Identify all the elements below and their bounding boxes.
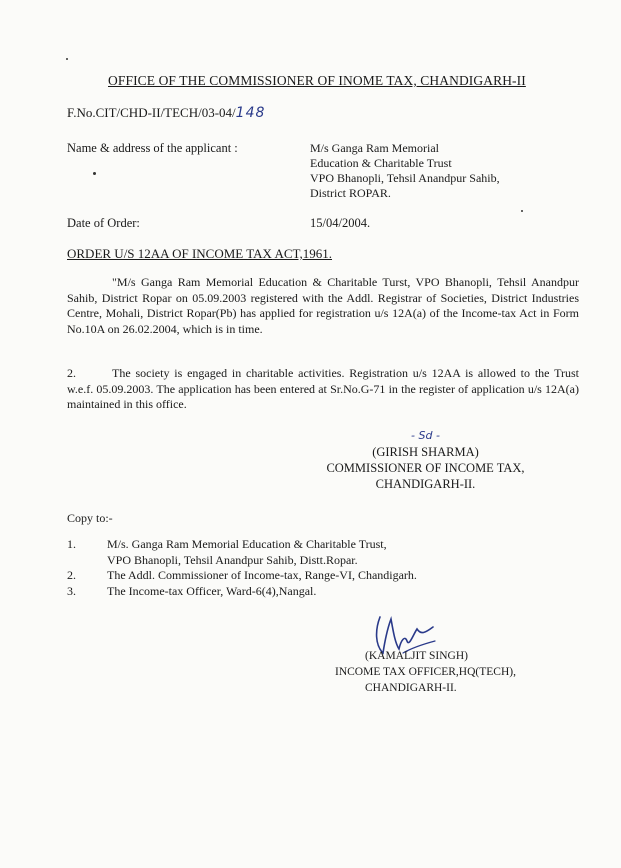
date-of-order-label: Date of Order: — [67, 216, 140, 230]
commissioner-place: CHANDIGARH-II. — [375, 477, 476, 491]
copy-to-list — [67, 537, 417, 599]
list-item-line: VPO Bhanopli, Tehsil Anandpur Sahib, Distt.Ropar. — [107, 552, 358, 567]
sd-mark: - Sd - — [411, 429, 440, 442]
list-item-number: 1. — [67, 537, 76, 551]
copy-to-label: Copy to:- — [67, 511, 113, 525]
order-title: ORDER U/S 12AA OF INCOME TAX ACT,1961. — [67, 246, 333, 261]
paragraph-2-text: The society is engaged in charitable activities. Registration u/s 12AA is allowed to the Trust w.e.f. 05.09.2003. The application has been entered at Sr.No.G-71 in the register of application u/s 12A(a) maintained in this office. — [67, 366, 579, 411]
ink-speck — [66, 58, 68, 60]
officer-signature-block — [335, 648, 516, 696]
paragraph-2-number: 2. — [67, 366, 76, 380]
list-item — [67, 584, 417, 600]
ink-speck — [521, 210, 523, 212]
list-item-number: 3. — [67, 583, 76, 598]
file-number-handwritten: 148 — [235, 105, 266, 121]
address-line: M/s Ganga Ram Memorial — [310, 141, 439, 155]
address-line: VPO Bhanopli, Tehsil Anandpur Sahib, — [310, 171, 500, 185]
office-heading: OFFICE OF THE COMMISSIONER OF INOME TAX, CHANDIGARH-II — [108, 73, 526, 88]
commissioner-signature-block — [318, 428, 533, 492]
ink-speck — [93, 172, 96, 175]
commissioner-designation: COMMISSIONER OF INCOME TAX, — [326, 461, 525, 475]
address-line: District ROPAR. — [310, 186, 391, 200]
commissioner-name: (GIRISH SHARMA) — [372, 445, 479, 459]
file-number — [67, 105, 265, 121]
list-item-number: 2. — [67, 568, 76, 582]
officer-designation: INCOME TAX OFFICER,HQ(TECH), — [335, 666, 516, 678]
paragraph-1: "M/s Ganga Ram Memorial Education & Charitable Turst, VPO Bhanopli, Tehsil Anandpur Sahib, District Ropar on 05.09.2003 registered with the Addl. Registrar of Societies, District Industries Centre, Mohali, District Ropar(Pb) has applied for registration u/s 12A(a) of the Income-tax Act in Form No.10A on 26.02.2004, which is in time. — [67, 275, 579, 336]
list-item-line: The Addl. Commissioner of Income-tax, Range-VI, Chandigarh. — [107, 568, 417, 582]
address-line: Education & Charitable Trust — [310, 156, 452, 170]
applicant-label: Name & address of the applicant : — [67, 141, 238, 155]
paragraph-2 — [67, 366, 579, 413]
list-item — [67, 568, 417, 584]
list-item-line: M/s. Ganga Ram Memorial Education & Charitable Trust, — [107, 537, 387, 551]
date-of-order-value: 15/04/2004. — [310, 216, 371, 230]
officer-name: (KAMALJIT SINGH) — [365, 650, 468, 662]
officer-place: CHANDIGARH-II. — [365, 682, 457, 694]
list-item-line: The Income-tax Officer, Ward-6(4),Nangal. — [107, 583, 317, 598]
file-number-printed: F.No.CIT/CHD-II/TECH/03-04/ — [67, 105, 236, 120]
applicant-address — [310, 141, 560, 201]
list-item — [67, 537, 417, 568]
